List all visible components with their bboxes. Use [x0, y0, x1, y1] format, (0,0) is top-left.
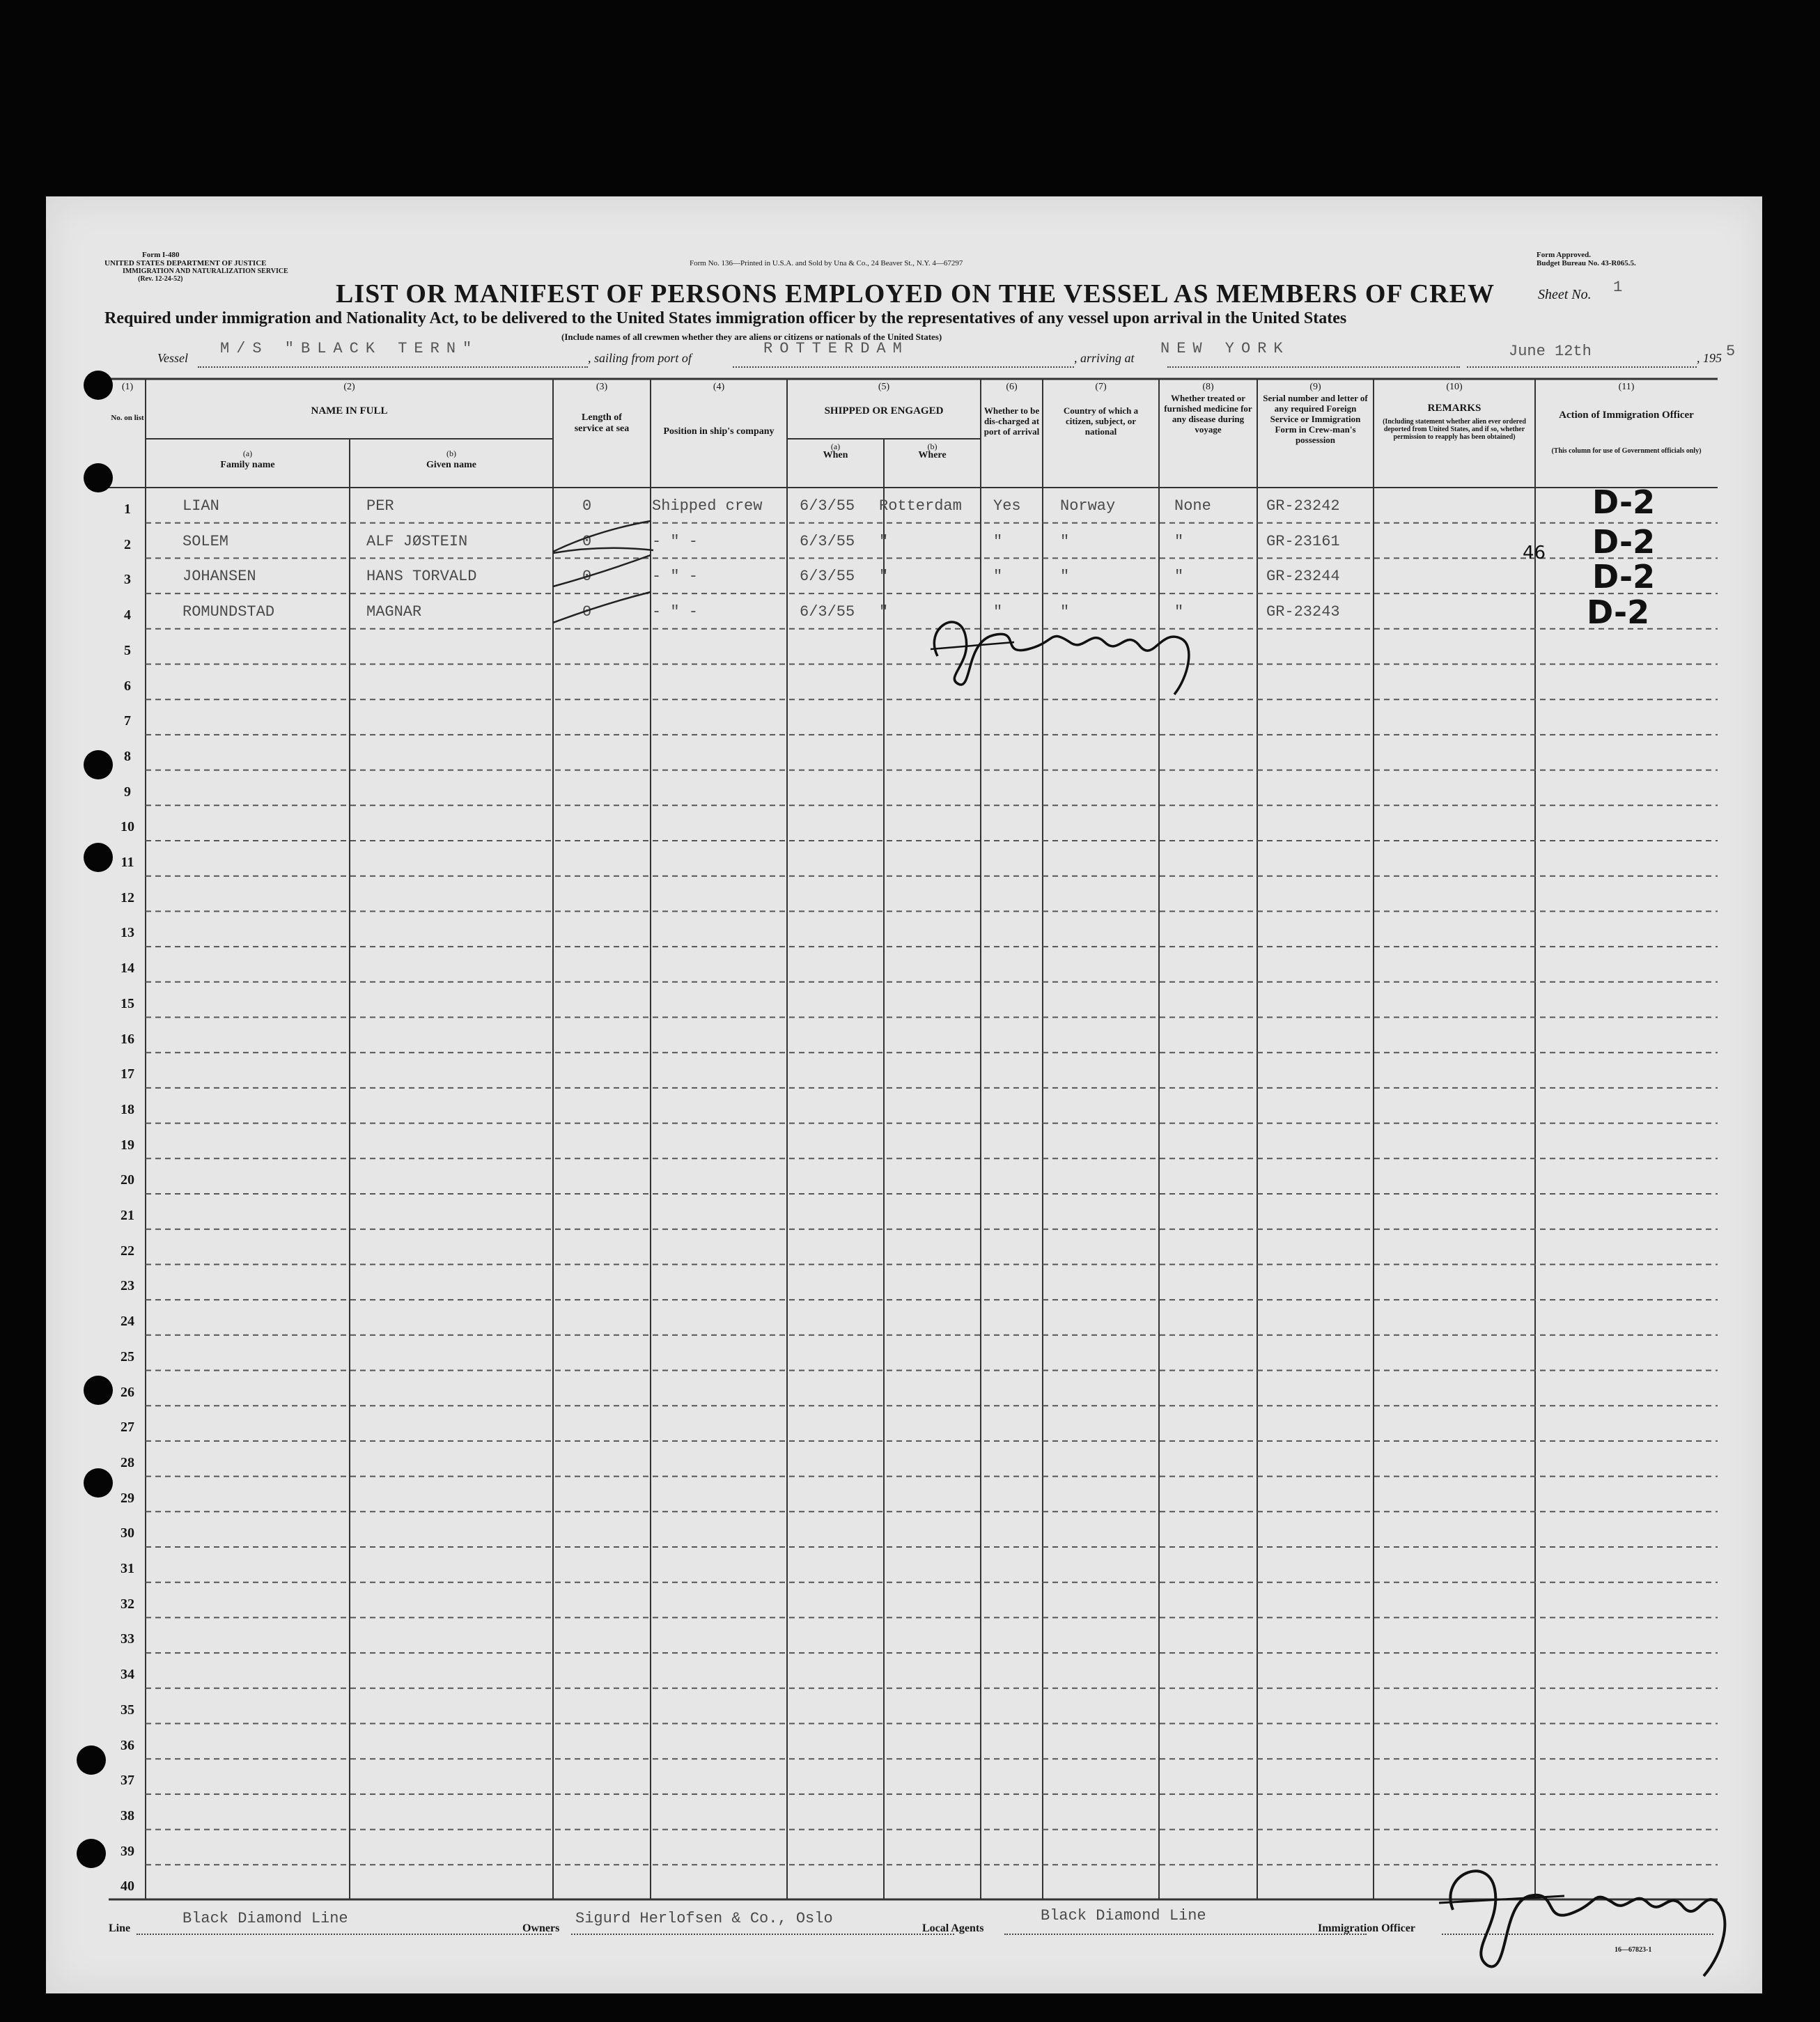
- arrival-date: June 12th: [1509, 343, 1592, 360]
- departure-port: ROTTERDAM: [763, 340, 909, 357]
- medicine: ": [1174, 532, 1184, 550]
- col2b-number: (b): [446, 449, 456, 458]
- medicine: ": [1174, 568, 1184, 586]
- col5-header: SHIPPED OR ENGAGED: [824, 405, 944, 417]
- row-number: 35: [120, 1702, 134, 1718]
- col5-number: (5): [878, 382, 890, 392]
- family-name: ROMUNDSTAD: [182, 603, 275, 621]
- budget-bureau: Budget Bureau No. 43-R065.5.: [1537, 259, 1636, 267]
- col4-header: Position in ship's company: [663, 426, 775, 437]
- col8-number: (8): [1202, 382, 1214, 392]
- discharged: ": [993, 532, 1003, 550]
- officer-action: D-2: [1592, 522, 1656, 561]
- row-number: 17: [120, 1066, 134, 1082]
- manifest-sheet: [46, 196, 1762, 1993]
- service-strikes: [46, 196, 1762, 1993]
- signature-mid: [917, 600, 1279, 698]
- col10-note: (Including statement whether alien ever ordered deported from United States, and if so, whether permission to reapply has been obtained): [1383, 418, 1526, 441]
- col2-header: NAME IN FULL: [311, 405, 388, 417]
- page-title: LIST OR MANIFEST OF PERSONS EMPLOYED ON THE VESSEL AS MEMBERS OF CREW: [336, 279, 1495, 309]
- officer-action: D-2: [1592, 558, 1656, 596]
- shipped-where: ": [879, 603, 889, 621]
- row-number: 18: [120, 1101, 134, 1117]
- arriving-label: , arriving at: [1074, 351, 1135, 365]
- punch-hole: [84, 1468, 113, 1498]
- year-suffix: 5: [1726, 343, 1736, 360]
- punch-hole: [84, 843, 113, 872]
- officer-label: Immigration Officer: [1318, 1922, 1415, 1934]
- row-number: 21: [120, 1208, 134, 1223]
- row-number: 32: [120, 1596, 134, 1612]
- punch-hole: [77, 1745, 106, 1775]
- form-code: 16—67823-1: [1615, 1946, 1652, 1954]
- row-number: 31: [120, 1561, 134, 1576]
- position: - " -: [652, 532, 699, 550]
- officer-action: D-2: [1592, 483, 1656, 521]
- col10-number: (10): [1446, 382, 1463, 392]
- service-length: 0: [582, 532, 592, 550]
- col6-header: Whether to be dis-charged at port of arrival: [983, 405, 1040, 437]
- row-number: 14: [120, 961, 134, 977]
- shipped-when: 6/3/55: [800, 568, 855, 586]
- revision: (Rev. 12-24-52): [138, 275, 183, 283]
- discharged: Yes: [993, 497, 1021, 515]
- serial-number: GR-23244: [1266, 568, 1340, 586]
- discharged: ": [993, 568, 1003, 586]
- row-number: 10: [120, 819, 134, 835]
- row-number: 7: [124, 713, 131, 729]
- col6-number: (6): [1006, 382, 1018, 392]
- given-name: PER: [366, 497, 394, 515]
- include-note: (Include names of all crewmen whether they are aliens or citizens or nationals of the United States): [561, 332, 942, 342]
- owners-value: Sigurd Herlofsen & Co., Oslo: [575, 1910, 833, 1927]
- country: ": [1060, 532, 1070, 550]
- col2b-header: Given name: [426, 460, 476, 470]
- row-number: 28: [120, 1454, 134, 1470]
- service: IMMIGRATION AND NATURALIZATION SERVICE: [123, 267, 288, 275]
- col2a-header: Family name: [220, 460, 275, 470]
- punch-hole: [77, 1839, 106, 1868]
- col7-header: Country of which a citizen, subject, or national: [1063, 405, 1139, 437]
- service-length: 0: [582, 497, 592, 515]
- arrival-port: NEW YORK: [1160, 340, 1290, 357]
- row-number: 23: [120, 1278, 134, 1294]
- printer-note: Form No. 136—Printed in U.S.A. and Sold by Una & Co., 24 Beaver St., N.Y. 4—67297: [690, 259, 963, 267]
- agents-value: Black Diamond Line: [1041, 1907, 1206, 1924]
- year-prefix: , 195: [1697, 351, 1722, 365]
- form-label: Form I-480: [142, 251, 180, 259]
- row-number: 8: [124, 748, 131, 764]
- punch-hole: [84, 371, 113, 400]
- row-number: 20: [120, 1172, 134, 1188]
- vessel-name: M/S "BLACK TERN": [220, 340, 479, 357]
- row-number: 36: [120, 1737, 134, 1753]
- agents-label: Local Agents: [922, 1922, 984, 1934]
- position: - " -: [652, 603, 699, 621]
- requirement-text: Required under immigration and Nationality Act, to be delivered to the United States immigration officer by the representatives of any vessel upon arrival in the United States: [104, 309, 1347, 327]
- medicine: ": [1174, 603, 1184, 621]
- row-number: 16: [120, 1031, 134, 1047]
- col9-number: (9): [1309, 382, 1321, 392]
- shipped-when: 6/3/55: [800, 497, 855, 515]
- col5b-number: (b): [927, 442, 938, 451]
- line-label: Line: [109, 1922, 131, 1934]
- row-number: 15: [120, 995, 134, 1011]
- row-number: 30: [120, 1525, 134, 1541]
- row-number: 12: [120, 889, 134, 905]
- col8-header: Whether treated or furnished medicine for any disease during voyage: [1164, 393, 1252, 435]
- sheet-label: Sheet No.: [1538, 287, 1592, 302]
- row-number: 4: [124, 607, 131, 623]
- row-number: 27: [120, 1420, 134, 1436]
- col4-number: (4): [713, 382, 725, 392]
- owners-label: Owners: [522, 1922, 560, 1934]
- row-number: 29: [120, 1490, 134, 1506]
- form-approved: Form Approved.: [1537, 251, 1592, 259]
- col2a-number: (a): [242, 449, 253, 458]
- row-number: 2: [124, 536, 131, 552]
- officer-action: D-2: [1587, 593, 1650, 632]
- col3-number: (3): [596, 382, 608, 392]
- punch-hole: [84, 750, 113, 779]
- row-number: 40: [120, 1879, 134, 1895]
- family-name: JOHANSEN: [182, 568, 256, 586]
- row-number: 3: [124, 572, 131, 588]
- row-number: 33: [120, 1631, 134, 1647]
- given-name: MAGNAR: [366, 603, 422, 621]
- row-number: 24: [120, 1314, 134, 1330]
- punch-hole: [84, 463, 113, 492]
- col1-header: No. on list: [111, 414, 144, 422]
- country: ": [1060, 603, 1070, 621]
- row-number: 22: [120, 1243, 134, 1259]
- col11-note: (This column for use of Government officials only): [1551, 447, 1702, 455]
- col5a-number: (a): [830, 442, 841, 451]
- row-number: 39: [120, 1843, 134, 1859]
- row-number: 34: [120, 1667, 134, 1683]
- serial-number: GR-23243: [1266, 603, 1340, 621]
- col5b-header: Where: [918, 450, 947, 460]
- row-number: 1: [124, 501, 131, 517]
- position: - " -: [652, 568, 699, 586]
- shipped-where: Rotterdam: [879, 497, 962, 515]
- row-number: 26: [120, 1384, 134, 1400]
- sailing-label: , sailing from port of: [588, 351, 692, 365]
- col7-number: (7): [1095, 382, 1107, 392]
- col10-header: REMARKS: [1427, 403, 1481, 414]
- department: UNITED STATES DEPARTMENT OF JUSTICE: [104, 259, 267, 267]
- given-name: HANS TORVALD: [366, 568, 477, 586]
- row-number: 11: [120, 855, 134, 870]
- punch-hole: [84, 1376, 113, 1405]
- vessel-label: Vessel: [157, 351, 188, 365]
- row-number: 37: [120, 1773, 134, 1789]
- family-name: SOLEM: [182, 532, 229, 550]
- col1-number: (1): [121, 382, 134, 392]
- medicine: None: [1174, 497, 1211, 515]
- col11-number: (11): [1618, 382, 1635, 392]
- shipped-where: ": [879, 568, 889, 586]
- signature-officer: [1425, 1847, 1745, 1980]
- shipped-when: 6/3/55: [800, 532, 855, 550]
- serial-number: GR-23161: [1266, 532, 1340, 550]
- service-length: 0: [582, 603, 592, 621]
- line-value: Black Diamond Line: [182, 1910, 348, 1927]
- row-number: 13: [120, 925, 134, 941]
- discharged: ": [993, 603, 1003, 621]
- row-number: 9: [124, 784, 131, 800]
- shipped-where: ": [879, 532, 889, 550]
- col5a-header: When: [823, 450, 848, 460]
- service-length: 0: [582, 568, 592, 586]
- given-name: ALF JØSTEIN: [366, 532, 468, 550]
- row-number: 19: [120, 1137, 134, 1153]
- remarks: 46: [1523, 542, 1546, 563]
- country: ": [1060, 568, 1070, 586]
- position: Shipped crew: [652, 497, 763, 515]
- country: Norway: [1060, 497, 1116, 515]
- serial-number: GR-23242: [1266, 497, 1340, 515]
- col9-header: Serial number and letter of any required Foreign Service or Immigration Form in Crew-man's possession: [1263, 393, 1368, 445]
- sheet-number: 1: [1613, 279, 1623, 296]
- col11-header: Action of Immigration Officer: [1559, 410, 1694, 421]
- row-number: 6: [124, 678, 131, 694]
- col2-number: (2): [343, 382, 355, 392]
- row-number: 38: [120, 1807, 134, 1823]
- row-number: 25: [120, 1348, 134, 1364]
- shipped-when: 6/3/55: [800, 603, 855, 621]
- family-name: LIAN: [182, 497, 219, 515]
- col3-header: Length of service at sea: [574, 412, 630, 434]
- row-number: 5: [124, 642, 131, 658]
